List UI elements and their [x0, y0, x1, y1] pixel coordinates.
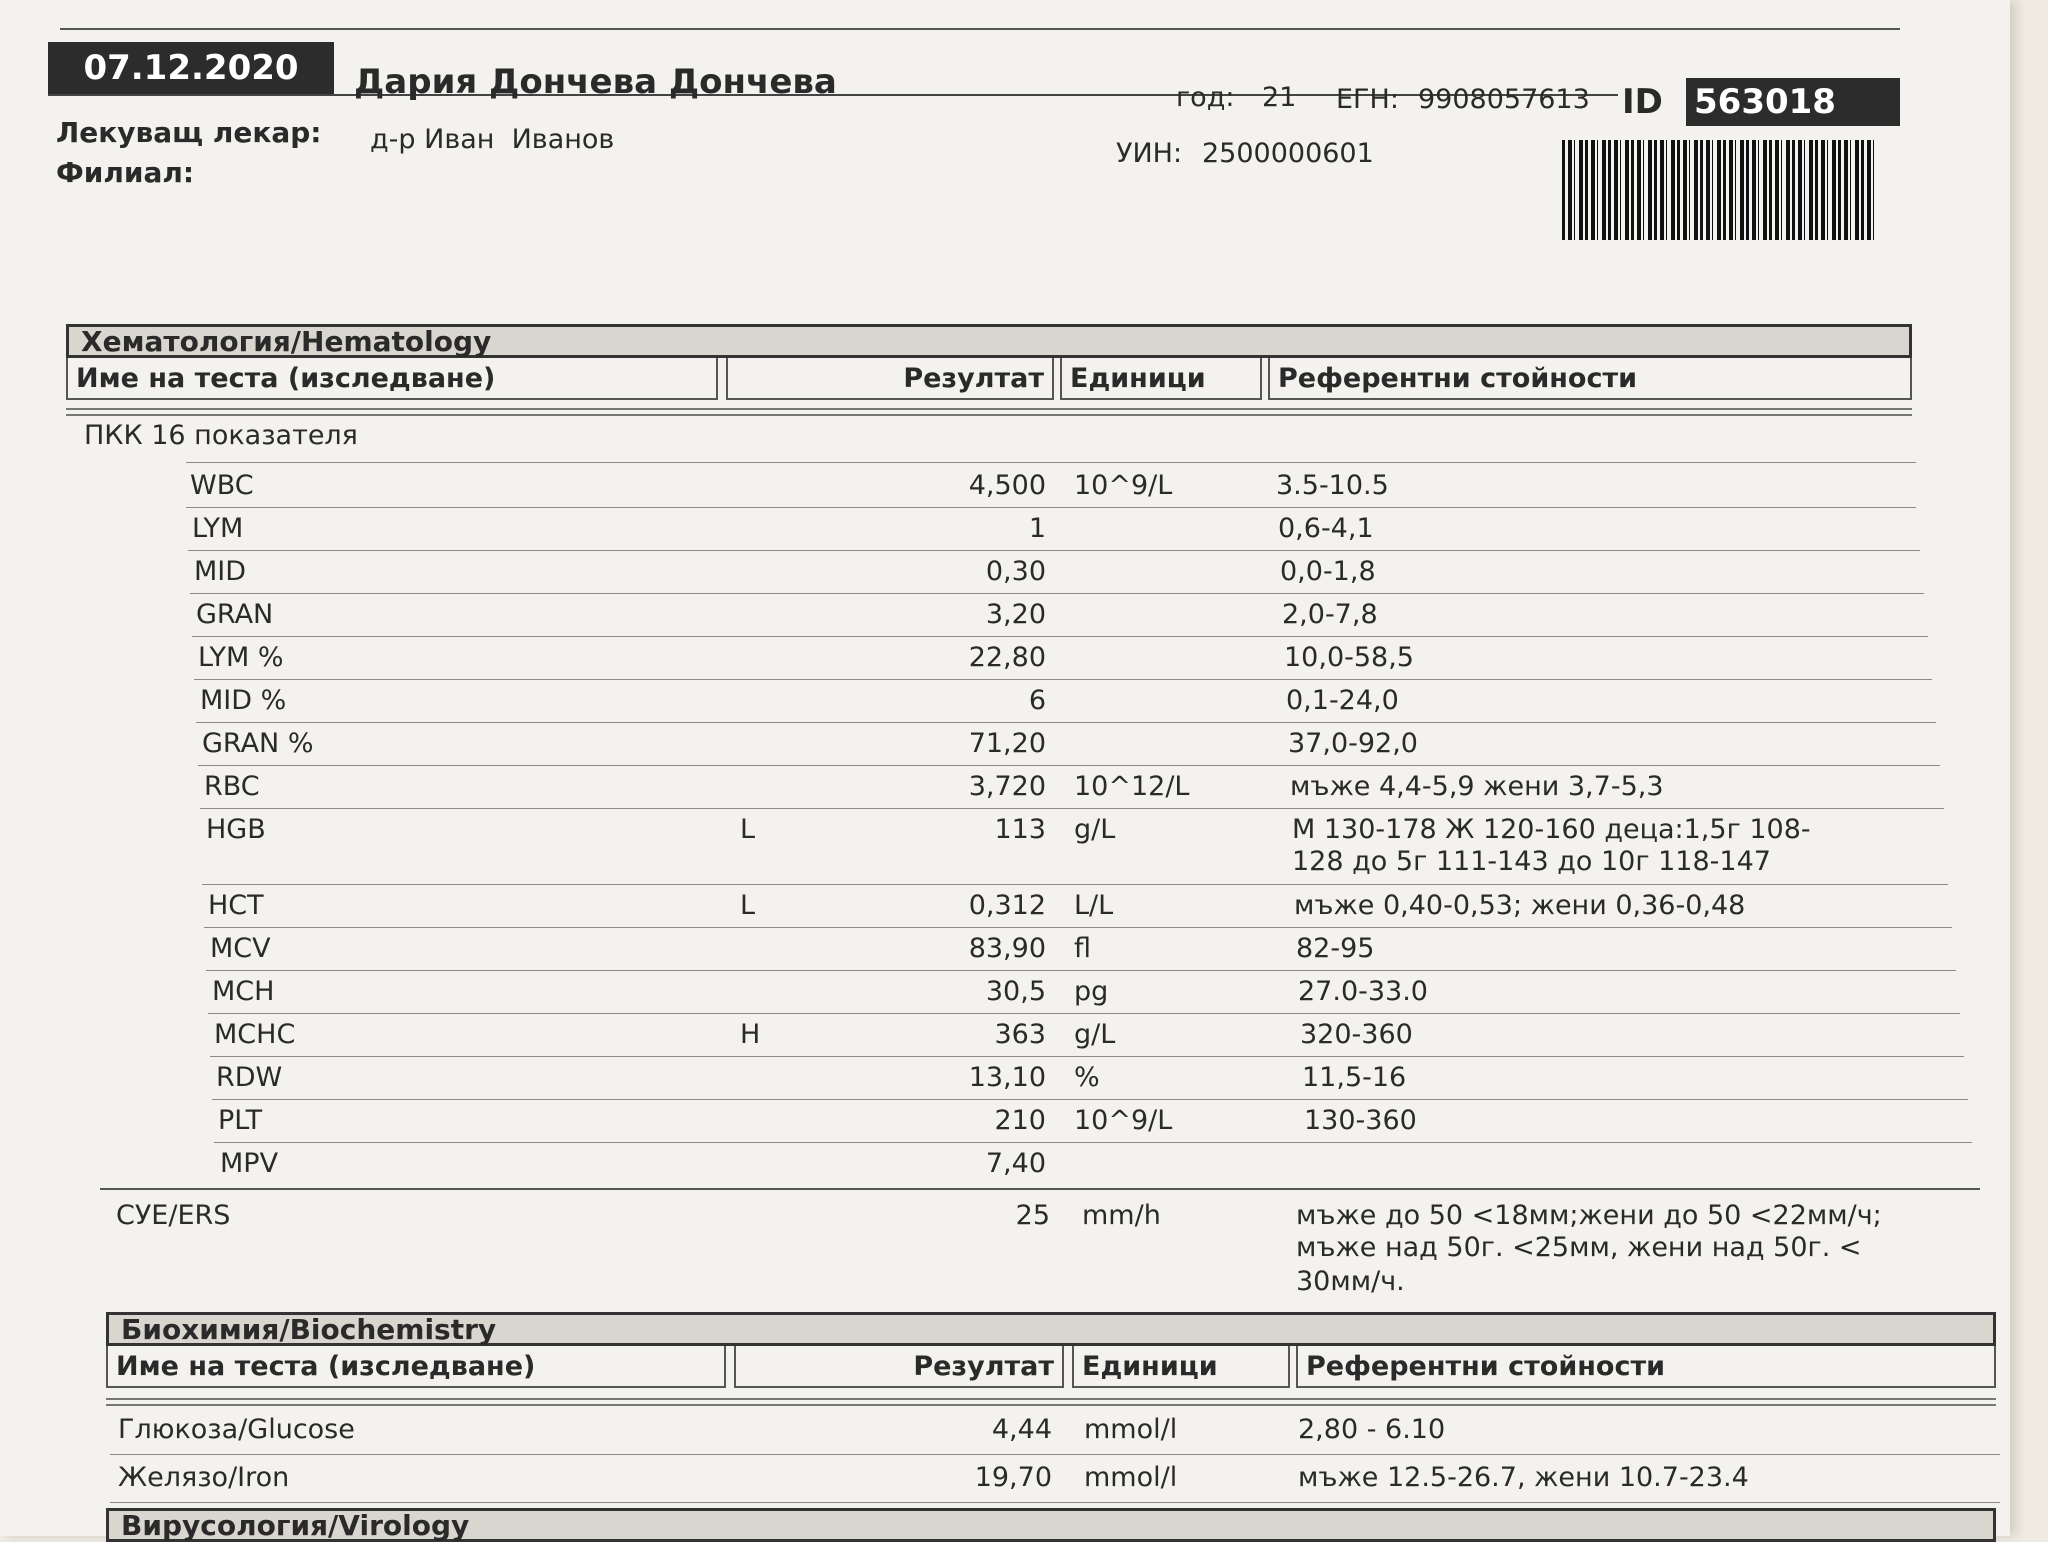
result-value: 3,20 [985, 599, 1046, 630]
doctor-label: Лекуващ лекар: [56, 116, 322, 149]
reference-range: 27.0-33.0 [1298, 976, 1428, 1007]
reference-range: мъже 4,4-5,9 жени 3,7-5,3 [1290, 771, 1664, 802]
esr-row [0, 1196, 2000, 1306]
result-value: 22,80 [968, 642, 1046, 673]
esr-ref-line2: мъже над 50г. <25мм, жени над 50г. < [1296, 1232, 1862, 1263]
reference-range: мъже 12.5-26.7, жени 10.7-23.4 [1298, 1462, 1749, 1493]
test-name: Желязо/Iron [118, 1462, 290, 1493]
hematology-row [0, 810, 2000, 886]
result-unit: 10^12/L [1074, 771, 1190, 802]
result-value: 363 [994, 1019, 1046, 1050]
col-result-header: Резултат [726, 358, 1054, 400]
esr-ref-line1: мъже до 50 <18мм;жени до 50 <22мм/ч; [1296, 1200, 1882, 1231]
bio-col-result-header: Резултат [734, 1346, 1064, 1388]
row-divider [110, 1454, 2000, 1455]
test-name: MPV [220, 1148, 279, 1179]
col-units-header: Единици [1060, 358, 1262, 400]
test-name: MCV [210, 933, 271, 964]
virology-section-title: Вирусология/Virology [106, 1508, 1996, 1542]
hematology-row [0, 972, 2000, 1015]
branch-label: Филиал: [56, 156, 195, 189]
reference-range: 0,0-1,8 [1280, 556, 1376, 587]
result-value: 83,90 [968, 933, 1046, 964]
hematology-row [0, 1101, 2000, 1144]
test-name: HGB [206, 814, 266, 845]
result-unit: mmol/l [1084, 1462, 1178, 1493]
reference-range: 37,0-92,0 [1288, 728, 1418, 759]
test-name: WBC [190, 470, 254, 501]
test-name: MCH [212, 976, 275, 1007]
result-value: 19,70 [974, 1462, 1052, 1493]
bio-col-units-header: Единици [1072, 1346, 1290, 1388]
report-date: 07.12.2020 [48, 42, 334, 94]
hematology-row [0, 552, 2000, 595]
row-divider [198, 765, 1940, 766]
barcode-image [1562, 140, 1878, 240]
bio-col-reference-header: Референтни стойности [1296, 1346, 1996, 1388]
result-value: 210 [994, 1105, 1046, 1136]
result-value: 4,500 [968, 470, 1046, 501]
result-flag: L [740, 814, 756, 845]
hematology-row [0, 767, 2000, 810]
result-value: 0,312 [968, 890, 1046, 921]
row-divider [200, 808, 1944, 809]
hematology-row [0, 638, 2000, 681]
row-divider [196, 722, 1936, 723]
esr-top-rule [100, 1188, 1980, 1190]
result-flag: L [740, 890, 756, 921]
reference-range: мъже 0,40-0,53; жени 0,36-0,48 [1294, 890, 1746, 921]
result-value: 7,40 [985, 1148, 1046, 1179]
esr-value: 25 [1015, 1200, 1050, 1231]
reference-range: 2,0-7,8 [1282, 599, 1378, 630]
result-value: 1 [1028, 513, 1046, 544]
row-divider [202, 884, 1948, 885]
row-divider [204, 927, 1952, 928]
test-name: MCHC [214, 1019, 296, 1050]
col-reference-header: Референтни стойности [1268, 358, 1912, 400]
result-value: 71,20 [968, 728, 1046, 759]
row-divider [212, 1099, 1968, 1100]
row-divider [208, 1013, 1960, 1014]
result-unit: pg [1074, 976, 1109, 1007]
test-name: LYM [192, 513, 244, 544]
result-unit: g/L [1074, 1019, 1116, 1050]
age-value: 21 [1262, 82, 1297, 113]
reference-range: 10,0-58,5 [1284, 642, 1414, 673]
hematology-row [0, 886, 2000, 929]
test-name: RBC [204, 771, 260, 802]
result-value: 13,10 [968, 1062, 1046, 1093]
result-value: 0,30 [985, 556, 1046, 587]
biochemistry-section-title: Биохимия/Biochemistry [106, 1312, 1996, 1346]
reference-range: 130-360 [1304, 1105, 1417, 1136]
row-divider [186, 462, 1916, 463]
result-unit: g/L [1074, 814, 1116, 845]
row-divider [186, 507, 1916, 508]
egn-label: ЕГН: [1336, 84, 1399, 115]
uin-label: УИН: [1116, 138, 1183, 169]
result-value: 30,5 [985, 976, 1046, 1007]
hematology-row [0, 1058, 2000, 1101]
test-name: MID [194, 556, 247, 587]
esr-name: СУЕ/ERS [116, 1200, 231, 1231]
reference-range-line2: 128 до 5г 111-143 до 10г 118-147 [1292, 846, 1771, 877]
test-name: GRAN [196, 599, 274, 630]
egn-value: 9908057613 [1418, 84, 1590, 115]
reference-range: М 130-178 Ж 120-160 деца:1,5г 108- [1292, 814, 1811, 845]
reference-range: 320-360 [1300, 1019, 1413, 1050]
test-name: Глюкоза/Glucose [118, 1414, 355, 1445]
result-value: 3,720 [968, 771, 1046, 802]
reference-range: 0,6-4,1 [1278, 513, 1374, 544]
age-label: год: [1176, 82, 1235, 113]
reference-range: 0,1-24,0 [1286, 685, 1399, 716]
cbc-group-label: ПКК 16 показателя [84, 420, 358, 451]
bio-header-double-rule [106, 1398, 1996, 1406]
doctor-name: д-р Иван Иванов [370, 124, 615, 155]
test-name: PLT [218, 1105, 263, 1136]
row-divider [206, 970, 1956, 971]
esr-unit: mm/h [1082, 1200, 1161, 1231]
result-value: 113 [994, 814, 1046, 845]
bio-col-test-header: Име на теста (изследване) [106, 1346, 726, 1388]
test-name: MID % [200, 685, 287, 716]
hematology-row [0, 509, 2000, 552]
row-divider [194, 679, 1932, 680]
row-divider [214, 1142, 1972, 1143]
id-label: ID [1622, 82, 1663, 122]
result-unit: % [1074, 1062, 1100, 1093]
test-name: RDW [216, 1062, 283, 1093]
result-value: 4,44 [991, 1414, 1052, 1445]
hematology-row [0, 595, 2000, 638]
row-divider [110, 1502, 2000, 1503]
hematology-row [0, 1144, 2000, 1187]
biochemistry-row [0, 1410, 2000, 1458]
top-rule [60, 28, 1900, 30]
result-value: 6 [1028, 685, 1046, 716]
hematology-row [0, 929, 2000, 972]
reference-range: 11,5-16 [1302, 1062, 1407, 1093]
result-unit: mmol/l [1084, 1414, 1178, 1445]
result-unit: 10^9/L [1074, 1105, 1173, 1136]
hematology-row [0, 466, 2000, 509]
result-unit: 10^9/L [1074, 470, 1173, 501]
id-value: 563018 [1686, 78, 1900, 126]
result-unit: L/L [1074, 890, 1114, 921]
uin-value: 2500000601 [1202, 138, 1374, 169]
reference-range: 2,80 - 6.10 [1298, 1414, 1446, 1445]
test-name: GRAN % [202, 728, 314, 759]
hematology-row [0, 681, 2000, 724]
hematology-row [0, 1015, 2000, 1058]
row-divider [188, 550, 1920, 551]
result-unit: fl [1074, 933, 1092, 964]
row-divider [190, 593, 1924, 594]
result-flag: H [740, 1019, 761, 1050]
hematology-row [0, 724, 2000, 767]
col-test-header: Име на теста (изследване) [66, 358, 718, 400]
row-divider [192, 636, 1928, 637]
test-name: LYM % [198, 642, 284, 673]
esr-ref-line3: 30мм/ч. [1296, 1266, 1405, 1297]
row-divider [210, 1056, 1964, 1057]
reference-range: 3.5-10.5 [1276, 470, 1389, 501]
test-name: HCT [208, 890, 264, 921]
reference-range: 82-95 [1296, 933, 1375, 964]
patient-name: Дария Дончева Дончева [354, 62, 837, 102]
hematology-section-title: Хематология/Hematology [66, 324, 1912, 358]
biochemistry-row [0, 1458, 2000, 1506]
header-double-rule [66, 408, 1912, 416]
